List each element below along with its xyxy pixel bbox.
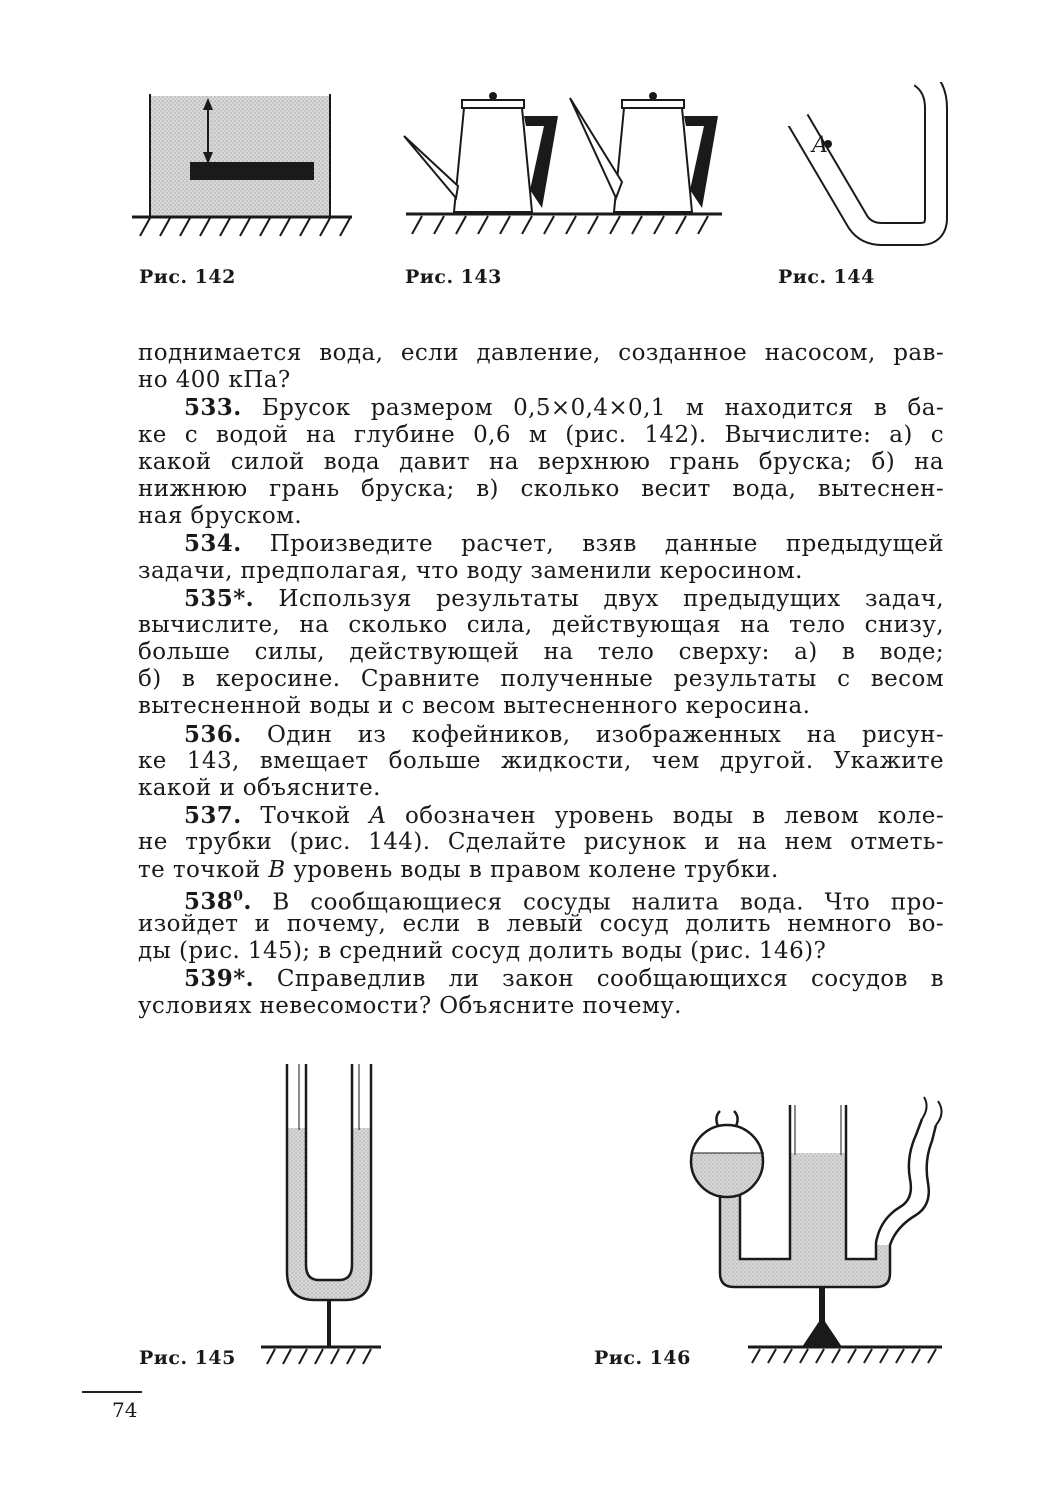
caption-fig144: Рис. 144 <box>778 266 875 288</box>
text-span: Один из кофейников, изображенных на рисун- <box>267 721 944 748</box>
problem-number: 536. <box>184 720 242 748</box>
problem-534-line <box>138 530 944 557</box>
figure-144 <box>770 68 955 248</box>
text-line: ке 143, вмещает больше жидкости, чем другой. Укажите <box>138 747 944 774</box>
problem-536-line <box>138 721 944 748</box>
text-line: не трубки (рис. 144). Сделайте рисунок и на нем отметь- <box>138 829 944 856</box>
caption-fig146: Рис. 146 <box>594 1347 691 1369</box>
text-line: ная бруском. <box>138 503 303 530</box>
page-number: 74 <box>112 1398 138 1422</box>
variable-a: A <box>369 803 387 830</box>
text-line: но 400 кПа? <box>138 367 291 394</box>
text-span: В сообщающиеся сосуды налита вода. Что про- <box>272 889 944 916</box>
problem-537-line <box>138 802 944 829</box>
text-line: больше силы, действующей на тело сверху: а) в воде; <box>138 639 944 666</box>
caption-fig143: Рис. 143 <box>405 266 502 288</box>
figure-142 <box>130 88 360 243</box>
text-line: изойдет и почему, если в левый сосуд долить немного во- <box>138 910 944 937</box>
text-line: ке с водой на глубине 0,6 м (рис. 142). Вычислите: а) с <box>138 421 944 448</box>
problem-533-line <box>138 394 944 421</box>
text-span: Используя результаты двух предыдущих задач, <box>278 585 945 612</box>
text-line: ды (рис. 145); в средний сосуд долить воды (рис. 146)? <box>138 938 827 965</box>
caption-fig142: Рис. 142 <box>139 266 236 288</box>
text-span: обозначен уровень воды в левом коле- <box>386 803 944 830</box>
text-span: Справедлив ли закон сообщающихся сосудов в <box>276 966 944 993</box>
problem-number: 539*. <box>184 965 255 993</box>
problem-number: 534. <box>184 530 242 558</box>
text-line: какой и объясните. <box>138 775 381 801</box>
text-span: уровень воды в правом колене трубки. <box>285 856 779 883</box>
problem-number-dot: . <box>243 888 252 916</box>
text-span: Произведите расчет, взяв данные предыдущей <box>269 531 945 558</box>
coffee-pot-right <box>570 92 718 212</box>
text-line: б) в керосине. Сравните полученные результаты с весом <box>138 666 944 693</box>
problem-539-line <box>138 965 944 992</box>
text-line <box>138 857 944 884</box>
text-line: вычислите, на сколько сила, действующая на тело снизу, <box>138 611 944 638</box>
caption-fig145: Рис. 145 <box>139 1347 236 1369</box>
text-line: условиях невесомости? Объясните почему. <box>138 992 682 1019</box>
problem-538-line <box>138 884 944 916</box>
text-span: Точкой <box>260 803 370 830</box>
figure-146 <box>680 1095 955 1395</box>
problem-text <box>138 340 944 1020</box>
text-span: Брусок размером 0,5×0,4×0,1 м находится в ба- <box>261 395 945 422</box>
text-line: какой силой вода давит на верхнюю грань бруска; б) на <box>138 448 944 475</box>
problem-number: 537. <box>184 802 242 830</box>
point-a-label: A <box>812 133 828 158</box>
variable-b: B <box>268 856 286 883</box>
problem-number: 535*. <box>184 584 255 612</box>
problem-number: 533. <box>184 394 242 422</box>
text-line: вытесненной воды и с весом вытесненного керосина. <box>138 693 811 720</box>
problem-535-line <box>138 585 944 612</box>
text-line: задачи, предполагая, что воду заменили керосином. <box>138 557 803 584</box>
figure-143 <box>400 86 730 244</box>
problem-number-digits: 538 <box>184 888 234 916</box>
text-line: поднимается вода, если давление, созданное насосом, рав- <box>138 340 944 366</box>
block <box>190 162 314 180</box>
problem-number-sup: 0 <box>233 888 244 905</box>
u-tube-inner <box>306 1064 352 1280</box>
u-tube-water <box>287 1128 371 1300</box>
figure-145 <box>255 1060 385 1395</box>
text-line: нижнюю грань бруска; в) сколько весит вода, вытеснен- <box>138 475 944 502</box>
page-number-rule <box>82 1391 142 1393</box>
text-span: те точкой <box>138 856 269 883</box>
tank-water <box>150 96 330 216</box>
coffee-pot-left <box>404 92 558 212</box>
